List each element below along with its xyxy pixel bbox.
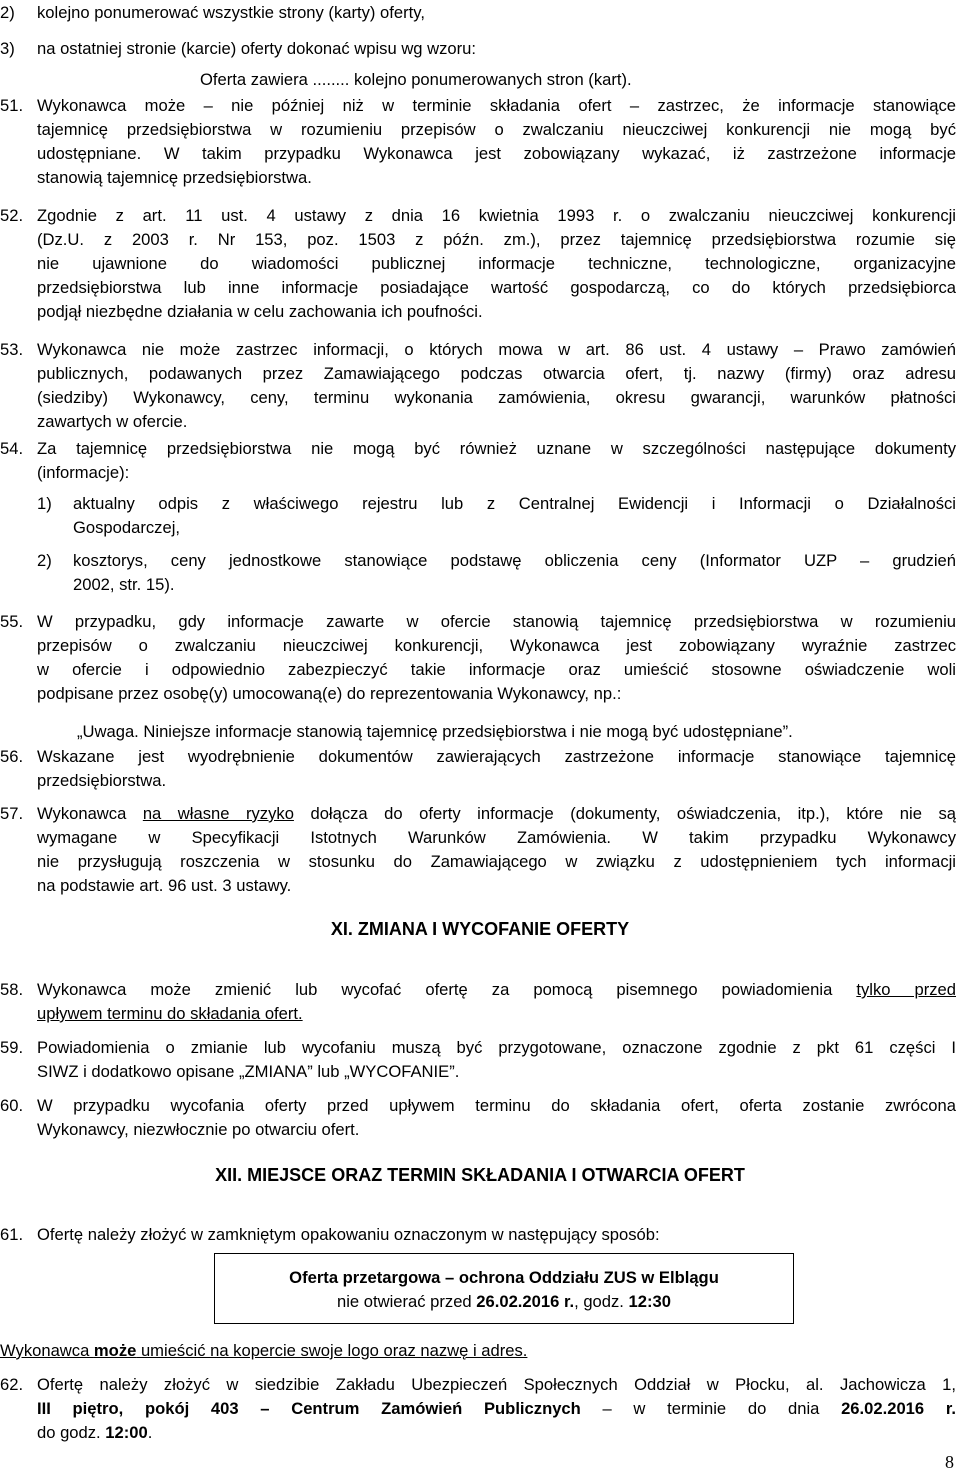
- text-run: nie otwierać przed: [337, 1292, 477, 1311]
- text-line: Powiadomienia o zmianie lub wycofaniu muszą być przygotowane, oznaczone zgodnie z pkt 61 części I: [37, 1038, 956, 1057]
- sub-item-number: 2): [37, 551, 52, 570]
- text-run: , godz.: [574, 1292, 629, 1311]
- text-line: tajemnicę przedsiębiorstwa w rozumieniu przepisów o zwalczaniu nieuczciwej konkurencji nie mogą być: [37, 120, 956, 139]
- text-line: stanowią tajemnicę przedsiębiorstwa.: [37, 168, 312, 187]
- bold-text: III piętro, pokój 403 – Centrum Zamówień Publicznych: [37, 1399, 581, 1418]
- paragraph-51: [0, 94, 956, 190]
- text-line: 2002, str. 15).: [73, 575, 175, 594]
- section-heading-xii: XII. MIEJSCE ORAZ TERMIN SKŁADANIA I OTWARCIA OFERT: [215, 1165, 745, 1185]
- text-line: Wskazane jest wyodrębnienie dokumentów zawierających zastrzeżone informacje stanowiące tajemnicę: [37, 747, 956, 766]
- text-line: (Dz.U. z 2003 r. Nr 153, poz. 1503 z późn. zm.), przez tajemnicę przedsiębiorstwa rozumie się: [37, 230, 956, 249]
- envelope-open-date: [215, 1290, 793, 1314]
- paragraph-52: [0, 204, 956, 324]
- logo-note: [0, 1339, 527, 1363]
- sub-item-1: [37, 492, 956, 540]
- paragraph-number: 59.: [0, 1038, 24, 1057]
- paragraph-number: 62.: [0, 1375, 24, 1394]
- text-line: W przypadku wycofania oferty przed upływem terminu do składania ofert, oferta zostanie zwrócona: [37, 1096, 956, 1115]
- paragraph-number: 57.: [0, 804, 24, 823]
- paragraph-number: 53.: [0, 340, 24, 359]
- text-line: Gospodarczej,: [73, 518, 180, 537]
- text-line: W przypadku, gdy informacje zawarte w ofercie stanowią tajemnicę przedsiębiorstwa w rozumieniu: [37, 612, 956, 631]
- text-line: udostępniane. W takim przypadku Wykonawca jest zobowiązany wykazać, iż zastrzeżone informacje: [37, 144, 956, 163]
- sub-item-2: [37, 549, 956, 597]
- text-line: Wykonawca może – nie później niż w terminie składania ofert – zastrzec, że informacje stanowiące: [37, 96, 956, 115]
- text-line: przepisów o zwalczaniu nieuczciwej konkurencji, Wykonawca jest zobowiązany wyraźnie zastrzec: [37, 636, 956, 655]
- underlined-text: tylko przed: [856, 980, 956, 999]
- paragraph-55: [0, 610, 956, 741]
- text-run: Wykonawca: [0, 1341, 94, 1360]
- text-run: Wykonawca: [37, 804, 143, 823]
- paragraph-number: 60.: [0, 1096, 24, 1115]
- paragraph-number: 56.: [0, 747, 24, 766]
- text-line: zawartych w ofercie.: [37, 412, 188, 431]
- item-number: 2): [0, 3, 15, 22]
- item-text: na ostatniej stronie (karcie) oferty dokonać wpisu wg wzoru:: [37, 39, 477, 58]
- text-line: Ofertę należy złożyć w siedzibie Zakładu Ubezpieczeń Społecznych Oddział w Płocku, al. Jachowicza 1,: [37, 1375, 956, 1394]
- confidentiality-quote: „Uwaga. Niniejsze informacje stanowią tajemnicę przedsiębiorstwa i nie mogą być udostępniane”.: [77, 722, 793, 741]
- underlined-note: [0, 1341, 527, 1360]
- text-line: wymagane w Specyfikacji Istotnych Warunków Zamówienia. W takim przypadku Wykonawcy: [37, 828, 956, 847]
- paragraph-number: 54.: [0, 439, 24, 458]
- text-line: (siedziby) Wykonawcy, ceny, terminu wykonania zamówienia, okresu gwarancji, warunków płatności: [37, 388, 956, 407]
- text-line: Ofertę należy złożyć w zamkniętym opakowaniu oznaczonym w następujący sposób:: [37, 1225, 660, 1244]
- underlined-text: na własne ryzyko: [142, 804, 294, 823]
- text-run: .: [147, 1423, 153, 1442]
- text-line: [37, 802, 956, 826]
- text-run: Wykonawca może zmienić lub wycofać ofertę za pomocą pisemnego powiadomienia: [37, 980, 857, 999]
- paragraph-number: 55.: [0, 612, 24, 631]
- text-line: przedsiębiorstwa.: [37, 771, 167, 790]
- paragraph-62: [0, 1373, 956, 1445]
- bold-text: 26.02.2016 r.: [841, 1399, 956, 1418]
- paragraph-58: [0, 978, 956, 1026]
- paragraph-54: [0, 437, 956, 594]
- text-line: [37, 1397, 956, 1421]
- text-line: Za tajemnicę przedsiębiorstwa nie mogą być również uznane w szczególności następujące dokumenty: [37, 439, 956, 458]
- text-line: SIWZ i dodatkowo opisane „ZMIANA” lub „WYCOFANIE”.: [37, 1062, 460, 1081]
- text-line: kosztorys, ceny jednostkowe stanowiące podstawę obliczenia ceny (Informator UZP – grudzień: [73, 551, 956, 570]
- text-run: do godz.: [37, 1423, 106, 1442]
- paragraph-60: [0, 1094, 956, 1142]
- text-line: nie przysługują roszczenia w stosunku do Zamawiającego w związku z udostępnieniem tych informacji: [37, 852, 956, 871]
- text-line: [37, 1002, 956, 1026]
- paragraph-number: 58.: [0, 980, 24, 999]
- text-run: umieścić na kopercie swoje logo oraz nazwę i adres.: [136, 1341, 528, 1360]
- paragraph-number: 51.: [0, 96, 24, 115]
- item-text: kolejno ponumerować wszystkie strony (karty) oferty,: [37, 3, 425, 22]
- time-value: 12:30: [628, 1292, 671, 1311]
- sub-item-number: 1): [37, 494, 52, 513]
- paragraph-59: [0, 1036, 956, 1084]
- text-line: publicznych, podawanych przez Zamawiającego podczas otwarcia ofert, tj. nazwy (firmy) oraz adresu: [37, 364, 956, 383]
- text-line: podjął niezbędne działania w celu zachowania ich poufności.: [37, 302, 483, 321]
- envelope-label-box: [214, 1253, 794, 1324]
- date-value: 26.02.2016 r.: [476, 1292, 575, 1311]
- item-number: 3): [0, 39, 15, 58]
- text-line: [37, 978, 956, 1002]
- page-number: 8: [945, 1452, 954, 1472]
- section-heading-xi: XI. ZMIANA I WYCOFANIE OFERTY: [330, 919, 630, 939]
- text-line: [37, 1421, 956, 1445]
- paragraph-number: 52.: [0, 206, 24, 225]
- paragraph-56: [0, 745, 956, 793]
- text-line: Zgodnie z art. 11 ust. 4 ustawy z dnia 16 kwietnia 1993 r. o zwalczaniu nieuczciwej konkurencji: [37, 206, 956, 225]
- envelope-title: Oferta przetargowa – ochrona Oddziału ZUS w Elblągu: [289, 1268, 719, 1287]
- text-line: nie ujawnione do wiadomości publicznej informacje techniczne, technologiczne, organizacyjne: [37, 254, 956, 273]
- bold-text: 12:00: [105, 1423, 148, 1442]
- text-line: (informacje):: [37, 463, 130, 482]
- text-line: aktualny odpis z właściwego rejestru lub z Centralnej Ewidencji i Informacji o Działalności: [73, 494, 956, 513]
- bold-text: może: [93, 1341, 137, 1360]
- text-line: na podstawie art. 96 ust. 3 ustawy.: [37, 876, 292, 895]
- underlined-text: upływem terminu do składania ofert.: [37, 1004, 303, 1023]
- text-line: Wykonawca nie może zastrzec informacji, o których mowa w art. 86 ust. 4 ustawy – Prawo zamówień: [37, 340, 956, 359]
- text-line: podpisane przez osobę(y) umocowaną(e) do reprezentowania Wykonawcy, np.:: [37, 684, 622, 703]
- text-run: – w terminie do dnia: [580, 1399, 842, 1418]
- paragraph-61: [0, 1223, 956, 1247]
- paragraph-57: [0, 802, 956, 898]
- text-run: dołącza do oferty informacje (dokumenty, oświadczenia, itp.), które nie są: [293, 804, 956, 823]
- text-line: w ofercie i odpowiednio zabezpieczyć takie informacje oraz umieścić stosowne oświadczenie woli: [37, 660, 956, 679]
- text-line: Wykonawcy, niezwłocznie po otwarciu ofert.: [37, 1120, 360, 1139]
- text-line: przedsiębiorstwa lub inne informacje posiadające wartość gospodarczą, co do których przedsiębiorca: [37, 278, 956, 297]
- paragraph-53: [0, 338, 956, 434]
- formula-text: Oferta zawiera ........ kolejno ponumerowanych stron (kart).: [200, 70, 632, 89]
- paragraph-number: 61.: [0, 1225, 24, 1244]
